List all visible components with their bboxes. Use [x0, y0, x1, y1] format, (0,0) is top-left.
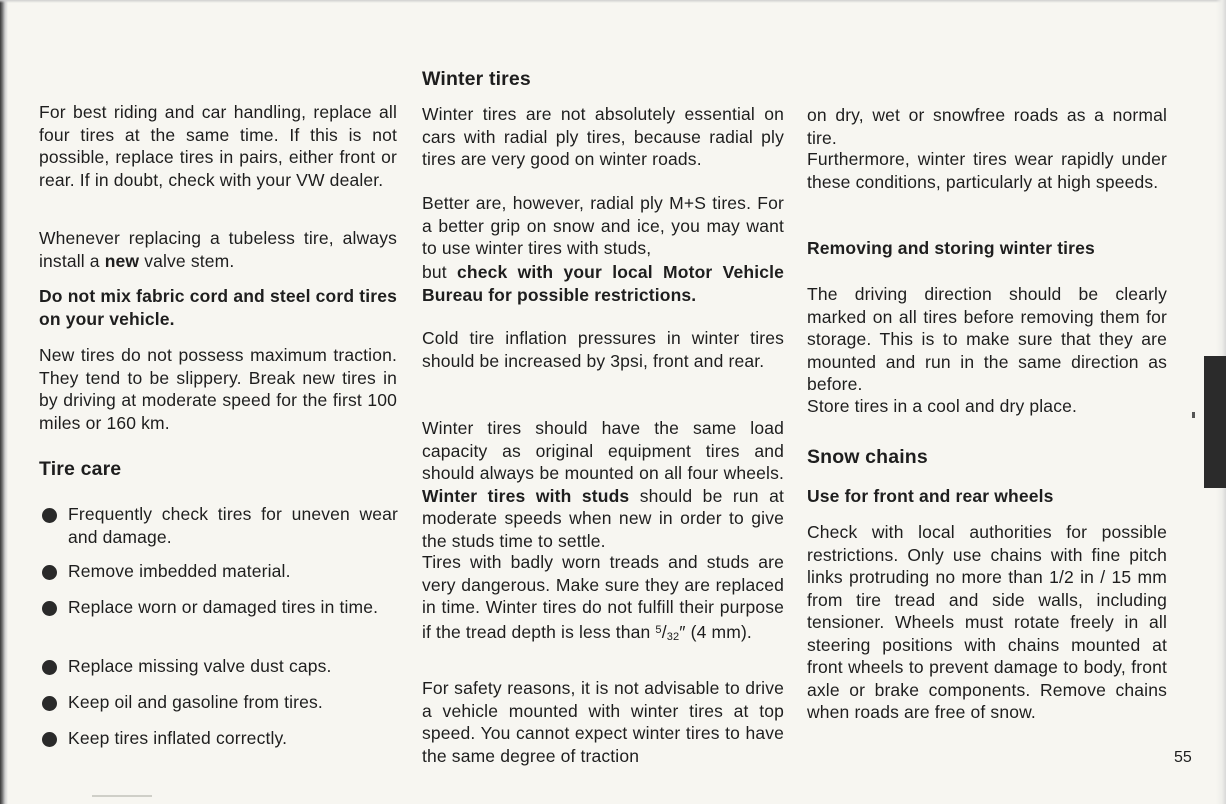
restrictions-lead: but	[422, 262, 458, 282]
bullet-icon	[42, 696, 57, 711]
front-rear-wheels-heading: Use for front and rear wheels	[807, 486, 1054, 506]
winter-essential-paragraph: Winter tires are not absolutely essential on cars with radial ply tires, because radial ply tires are very good on winter roads.	[422, 104, 784, 169]
page-top-edge	[0, 0, 1226, 3]
new-tires-paragraph: New tires do not possess maximum traction. They tend to be slippery. Break new tires in by driving at moderate speed for the first 100 miles or 160 km.	[39, 345, 397, 433]
list-item-text: Replace worn or damaged tires in time.	[68, 597, 379, 617]
valve-stem-text-end: valve stem.	[139, 250, 235, 271]
safety-paragraph: For safety reasons, it is not advisable to drive a vehicle mounted with winter tires at top speed. You cannot expect winter tires to have the same degree of traction	[422, 678, 784, 766]
bullet-icon	[42, 732, 57, 747]
valve-stem-text: Whenever replacing a tubeless tire, always install a	[39, 228, 397, 271]
ms-tires-paragraph: Better are, however, radial ply M+S tires. For a better grip on snow and ice, you may want to use winter tires with studs,	[422, 193, 784, 258]
bullet-icon	[42, 660, 57, 675]
worn-treads-text-end: ″ (4 mm).	[679, 621, 752, 642]
valve-stem-emphasis: new	[104, 250, 140, 271]
restrictions-emphasis: check with your local Motor Vehicle Bureau for possible restrictions.	[422, 262, 784, 305]
fraction-numerator: 5	[655, 623, 662, 636]
load-capacity-text-end: should be run at moderate speeds when new in order to give the studs time to settle.	[422, 485, 785, 551]
list-item-text: Frequently check tires for uneven wear and damage.	[68, 504, 398, 547]
tire-care-heading: Tire care	[39, 458, 122, 480]
snow-chains-text-end: in / 15 mm from tire tread and side walls, including tensioner. Wheels must rotate freely in all steering positions with chains mounted at front wheels to prevent damage to body, front axle or brake components. Remove chains when roads are free of snow.	[807, 567, 1167, 722]
list-item-text: Remove imbedded material.	[68, 561, 291, 581]
worn-treads-paragraph: Tires with badly worn treads and studs are very dangerous. Make sure they are replaced in time. Winter tires do not fulfill their purpose if the tread depth is less than $^5$/32″ (4 mm).	[422, 552, 784, 643]
half-inch-fraction: 1/2	[1049, 567, 1074, 587]
page-binding-shadow	[0, 0, 8, 804]
thumb-index-tab	[1204, 356, 1226, 488]
studs-emphasis: Winter tires with studs	[422, 485, 630, 506]
store-tires-paragraph: Store tires in a cool and dry place.	[807, 396, 1077, 416]
worn-treads-text: Tires with badly worn treads and studs are very dangerous. Make sure they are replaced in time. Winter tires do not fulfill their purpose if the tread depth is less than	[422, 552, 784, 642]
page-mark	[1192, 412, 1195, 418]
traction-continuation-paragraph: on dry, wet or snowfree roads as a normal tire.	[807, 105, 1167, 148]
snow-chains-heading: Snow chains	[807, 446, 928, 468]
bullet-icon	[42, 601, 57, 616]
bullet-icon	[42, 565, 57, 580]
winter-tires-heading: Winter tires	[422, 68, 531, 90]
fraction-denominator: 32	[666, 630, 680, 643]
inflation-pressure-paragraph: Cold tire inflation pressures in winter tires should be increased by 3psi, front and rear.	[422, 328, 784, 371]
list-item-text: Replace missing valve dust caps.	[68, 656, 332, 676]
list-item-text: Keep tires inflated correctly.	[68, 728, 288, 748]
snow-chains-text: Check with local authorities for possible restrictions. Only use chains with fine pitch links protruding no more than	[807, 522, 1167, 587]
restrictions-paragraph	[422, 261, 784, 306]
load-capacity-paragraph	[422, 417, 784, 552]
list-item-text: Keep oil and gasoline from tires.	[68, 692, 323, 712]
wear-rapidly-paragraph: Furthermore, winter tires wear rapidly under these conditions, particularly at high speeds.	[807, 149, 1167, 192]
do-not-mix-warning: Do not mix fabric cord and steel cord tires on your vehicle.	[39, 286, 397, 329]
replace-tires-paragraph: For best riding and car handling, replace all four tires at the same time. If this is not possible, replace tires in pairs, either front or rear. If in doubt, check with your VW dealer.	[39, 102, 397, 190]
removing-storing-heading: Removing and storing winter tires	[807, 238, 1095, 258]
page-number: 55	[1174, 749, 1192, 766]
page-bottom-mark	[92, 795, 152, 797]
driving-direction-paragraph: The driving direction should be clearly marked on all tires before removing them for storage. This is to make sure that they are mounted and run in the same direction as before.	[807, 284, 1167, 394]
load-capacity-text: Winter tires should have the same load capacity as original equipment tires and should always be mounted on all four wheels.	[422, 418, 784, 483]
snow-chains-paragraph	[807, 521, 1167, 724]
bullet-icon	[42, 508, 57, 523]
valve-stem-paragraph	[39, 227, 397, 272]
